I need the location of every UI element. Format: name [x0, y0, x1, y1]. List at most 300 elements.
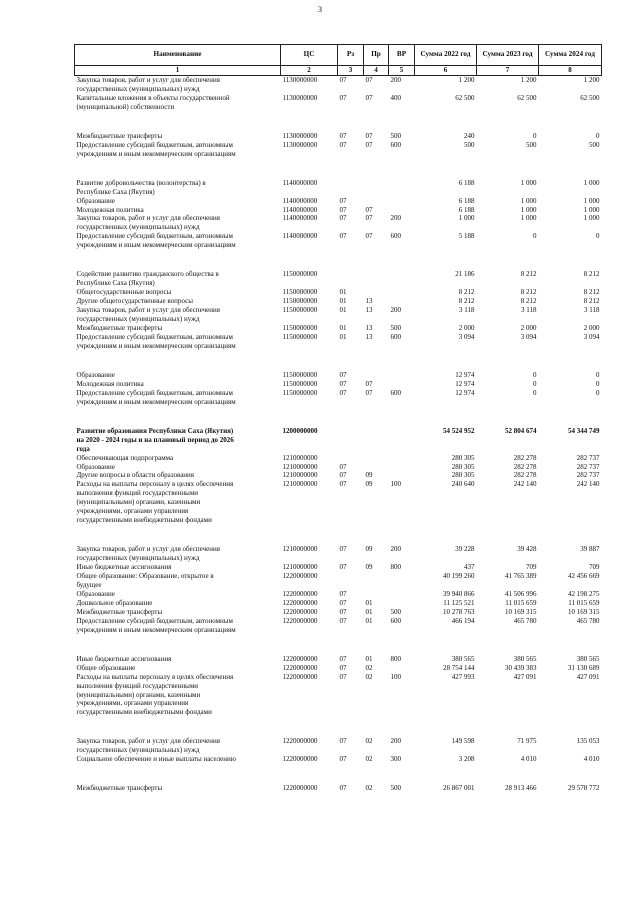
row-name: Образование — [76, 196, 115, 205]
row-target-code: 1210000000 — [282, 545, 318, 554]
row-sum-2023: 1 000 — [520, 205, 537, 214]
row-target-code: 1140000000 — [282, 178, 318, 187]
row-subsection-code: 07 — [365, 93, 373, 102]
row-target-code: 1140000000 — [282, 214, 318, 223]
table-row — [75, 599, 602, 608]
row-expense-type-code: 200 — [390, 214, 401, 223]
row-target-code: 1140000000 — [282, 232, 318, 241]
row-section-code: 07 — [339, 93, 347, 102]
row-target-code: 1210000000 — [282, 462, 318, 471]
row-sum-2024: 282 737 — [576, 462, 600, 471]
row-sum-2022: 280 305 — [451, 471, 475, 480]
row-subsection-code: 07 — [365, 140, 373, 149]
row-sum-2023: 1 000 — [520, 196, 537, 205]
table-row — [75, 664, 602, 673]
row-subsection-code — [364, 179, 389, 197]
row-sum-2023: 242 140 — [513, 480, 537, 489]
row-subsection-code — [364, 288, 389, 297]
column-header-sum-2023: Сумма 2023 год — [477, 45, 539, 66]
row-sum-2024: 1 000 — [583, 205, 600, 214]
row-sum-2023: 282 278 — [513, 471, 537, 480]
row-sum-2024: 29 578 772 — [568, 784, 600, 793]
row-expense-type-code: 200 — [390, 737, 401, 746]
page-number: 3 — [318, 5, 322, 14]
row-target-code: 1210000000 — [282, 471, 318, 480]
row-target-code: 1220000000 — [282, 598, 318, 607]
row-expense-type-code: 600 — [390, 140, 401, 149]
row-name: Обеспечивающая подпрограмма — [76, 453, 174, 462]
row-name: Предоставление субсидий бюджетным, автономным учреждениям и иным некоммерческим организациям — [76, 232, 236, 250]
row-subsection-code: 13 — [365, 297, 373, 306]
row-expense-type-code: 500 — [390, 324, 401, 333]
row-sum-2023: 380 565 — [513, 654, 537, 663]
row-target-code: 1150000000 — [282, 370, 318, 379]
row-section-code: 01 — [339, 332, 347, 341]
row-name: Закупка товаров, работ и услуг для обеспечения государственных (муниципальных) нужд — [76, 545, 220, 563]
table-row — [75, 480, 602, 545]
row-sum-2022: 3 094 — [458, 332, 475, 341]
row-name: Образование — [76, 370, 115, 379]
row-name: Закупка товаров, работ и услуг для обеспечения государственных (муниципальных) нужд — [76, 737, 220, 755]
row-subsection-code — [364, 463, 389, 472]
row-sum-2024: 42 198 275 — [568, 589, 600, 598]
row-target-code: 1140000000 — [282, 196, 318, 205]
row-sum-2022: 1 000 — [458, 214, 475, 223]
row-sum-2023: 41 506 996 — [505, 589, 537, 598]
row-sum-2024: 242 140 — [576, 480, 600, 489]
row-section-code: 07 — [339, 232, 347, 241]
row-subsection-code — [364, 427, 389, 454]
table-row — [75, 288, 602, 297]
row-sum-2023: 427 091 — [513, 672, 537, 681]
row-sum-2024: 4 010 — [583, 755, 600, 764]
table-row — [75, 427, 602, 454]
row-section-code: 07 — [339, 589, 347, 598]
column-number: 4 — [364, 66, 389, 76]
column-number: 7 — [477, 66, 539, 76]
table-row — [75, 755, 602, 784]
row-name: Предоставление субсидий бюджетным, автономным учреждениям и иным некоммерческим организациям — [76, 140, 236, 158]
row-subsection-code: 07 — [365, 214, 373, 223]
row-subsection-code: 01 — [365, 598, 373, 607]
row-target-code: 1150000000 — [282, 297, 318, 306]
table-row — [75, 471, 602, 480]
row-expense-type-code: 800 — [390, 563, 401, 572]
row-sum-2022: 6 188 — [458, 178, 475, 187]
row-sum-2024: 31 130 689 — [568, 663, 600, 672]
row-sum-2022: 39 228 — [455, 545, 475, 554]
row-name: Общее образование: Образование, открытое в будущее — [76, 572, 214, 589]
row-expense-type-code: 100 — [390, 672, 401, 681]
budget-table — [74, 44, 602, 793]
row-sum-2023: 10 169 315 — [505, 607, 537, 616]
row-name: Развитие образования Республики Саха (Якутия) на 2020 - 2024 годы и на плановый период до 2026 года — [76, 426, 234, 453]
row-target-code: 1150000000 — [282, 306, 318, 315]
row-expense-type-code: 200 — [390, 545, 401, 554]
row-expense-type-code — [389, 471, 415, 480]
row-name: Закупка товаров, работ и услуг для обеспечения государственных (муниципальных) нужд — [76, 214, 220, 232]
row-sum-2022: 28 754 144 — [443, 663, 475, 672]
row-sum-2022: 21 186 — [455, 270, 475, 279]
row-sum-2022: 500 — [464, 140, 475, 149]
row-sum-2023: 0 — [533, 131, 537, 140]
row-sum-2024: 8 212 — [583, 297, 600, 306]
row-sum-2024: 2 000 — [583, 324, 600, 333]
row-target-code: 1210000000 — [282, 480, 318, 489]
row-sum-2024: 1 000 — [583, 214, 600, 223]
row-expense-type-code: 600 — [390, 232, 401, 241]
row-sum-2022: 6 188 — [458, 196, 475, 205]
table-row — [75, 333, 602, 371]
row-target-code: 1220000000 — [282, 616, 318, 625]
row-sum-2022: 280 305 — [451, 453, 475, 462]
row-section-code — [338, 572, 364, 590]
row-target-code: 1150000000 — [282, 270, 318, 279]
row-sum-2022: 12 974 — [455, 370, 475, 379]
row-expense-type-code: 500 — [390, 607, 401, 616]
table-row — [75, 76, 602, 94]
row-sum-2023: 2 000 — [520, 324, 537, 333]
row-sum-2024: 500 — [589, 140, 600, 149]
column-header-sum-2022: Сумма 2022 год — [415, 45, 477, 66]
row-expense-type-code — [389, 179, 415, 197]
row-sum-2023: 4 010 — [520, 755, 537, 764]
row-sum-2023: 28 913 466 — [505, 784, 537, 793]
row-section-code: 07 — [339, 616, 347, 625]
row-subsection-code: 07 — [365, 76, 373, 84]
row-sum-2024: 0 — [596, 232, 600, 241]
row-target-code: 1220000000 — [282, 654, 318, 663]
row-section-code: 07 — [339, 76, 347, 84]
row-sum-2024: 0 — [596, 370, 600, 379]
table-row — [75, 572, 602, 590]
table-row — [75, 617, 602, 655]
column-header-pr: Пр — [364, 45, 389, 66]
row-section-code — [338, 270, 364, 288]
row-expense-type-code: 200 — [390, 306, 401, 315]
row-section-code: 07 — [339, 755, 347, 764]
table-row — [75, 297, 602, 306]
row-sum-2023: 709 — [526, 563, 537, 572]
row-section-code: 07 — [339, 672, 347, 681]
row-expense-type-code — [389, 454, 415, 463]
row-expense-type-code: 500 — [390, 131, 401, 140]
column-number: 2 — [281, 66, 338, 76]
row-target-code: 1130000000 — [282, 131, 318, 140]
table-row — [75, 380, 602, 389]
table-row — [75, 232, 602, 270]
row-name: Межбюджетные трансферты — [76, 131, 163, 140]
row-section-code: 01 — [339, 288, 347, 297]
row-sum-2022: 26 867 001 — [443, 784, 475, 793]
table-row — [75, 141, 602, 179]
row-target-code: 1220000000 — [282, 572, 318, 581]
row-sum-2023: 1 000 — [520, 178, 537, 187]
row-section-code: 07 — [339, 663, 347, 672]
row-sum-2024: 135 053 — [576, 737, 600, 746]
column-number: 3 — [338, 66, 364, 76]
row-section-code: 07 — [339, 784, 347, 793]
row-sum-2023: 11 015 659 — [505, 598, 537, 607]
row-sum-2022: 1 200 — [458, 76, 475, 84]
row-name: Дошкольное образование — [76, 598, 153, 607]
table-row — [75, 206, 602, 215]
row-sum-2023: 0 — [533, 388, 537, 397]
row-sum-2022: 62 500 — [455, 93, 475, 102]
row-expense-type-code: 300 — [390, 755, 401, 764]
row-expense-type-code: 800 — [390, 654, 401, 663]
row-target-code: 1150000000 — [282, 379, 318, 388]
row-sum-2024: 3 094 — [583, 332, 600, 341]
row-section-code: 07 — [339, 379, 347, 388]
row-sum-2024: 465 780 — [576, 616, 600, 625]
row-sum-2022: 12 974 — [455, 388, 475, 397]
row-sum-2022: 8 212 — [458, 297, 475, 306]
column-header-sum-2024: Сумма 2024 год — [539, 45, 602, 66]
row-target-code: 1220000000 — [282, 737, 318, 746]
table-row — [75, 545, 602, 563]
row-sum-2022: 11 125 521 — [443, 598, 475, 607]
row-sum-2023: 500 — [526, 140, 537, 149]
row-subsection-code — [364, 270, 389, 288]
column-number: 1 — [75, 66, 281, 76]
row-sum-2022: 39 940 866 — [443, 589, 475, 598]
table-row — [75, 179, 602, 197]
row-sum-2024: 8 212 — [583, 288, 600, 297]
row-expense-type-code — [389, 599, 415, 608]
table-row — [75, 563, 602, 572]
row-section-code: 01 — [339, 306, 347, 315]
row-expense-type-code — [389, 427, 415, 454]
row-sum-2024: 10 169 315 — [568, 607, 600, 616]
row-sum-2023: 71 975 — [517, 737, 537, 746]
row-sum-2023: 8 212 — [520, 297, 537, 306]
row-name: Общее образование — [76, 663, 136, 672]
row-subsection-code: 02 — [365, 755, 373, 764]
row-subsection-code — [364, 197, 389, 206]
row-subsection-code — [364, 371, 389, 380]
row-sum-2023: 1 200 — [520, 76, 537, 84]
row-section-code: 07 — [339, 196, 347, 205]
row-target-code: 1150000000 — [282, 324, 318, 333]
row-subsection-code: 07 — [365, 388, 373, 397]
row-sum-2022: 240 640 — [451, 480, 475, 489]
table-row — [75, 94, 602, 132]
row-sum-2023: 0 — [533, 232, 537, 241]
row-expense-type-code: 600 — [390, 388, 401, 397]
row-name: Социальное обеспечение и иные выплаты населению — [76, 755, 236, 764]
row-sum-2024: 62 500 — [580, 93, 600, 102]
table-row — [75, 197, 602, 206]
row-sum-2023: 0 — [533, 370, 537, 379]
row-name: Молодежная политика — [76, 205, 144, 214]
table-row — [75, 784, 602, 793]
row-name: Образование — [76, 589, 115, 598]
row-section-code — [338, 179, 364, 197]
row-subsection-code — [364, 572, 389, 590]
row-sum-2022: 2 000 — [458, 324, 475, 333]
row-name: Межбюджетные трансферты — [76, 324, 163, 333]
row-name: Расходы на выплаты персоналу в целях обеспечения выполнения функций государственными (муниципальными) органами, казенными учреждениями, органами управления государственными внебюджетными фондами — [76, 672, 234, 717]
table-row — [75, 590, 602, 599]
row-sum-2023: 1 000 — [520, 214, 537, 223]
row-expense-type-code — [389, 270, 415, 288]
row-sum-2024: 282 737 — [576, 453, 600, 462]
row-name: Содействие развитию гражданского общества в Республике Саха (Якутия) — [76, 270, 219, 288]
row-section-code: 07 — [339, 563, 347, 572]
row-target-code: 1150000000 — [282, 388, 318, 397]
table-row — [75, 306, 602, 324]
row-sum-2023: 52 804 674 — [505, 426, 537, 435]
row-subsection-code: 07 — [365, 379, 373, 388]
row-section-code: 01 — [339, 324, 347, 333]
row-name: Межбюджетные трансферты — [76, 607, 163, 616]
row-target-code: 1130000000 — [282, 140, 318, 149]
row-sum-2023: 8 212 — [520, 288, 537, 297]
table-row — [75, 132, 602, 141]
row-sum-2024: 427 091 — [576, 672, 600, 681]
row-sum-2024: 39 887 — [580, 545, 600, 554]
row-subsection-code: 09 — [365, 545, 373, 554]
row-sum-2022: 427 993 — [451, 672, 475, 681]
row-sum-2022: 3 118 — [459, 306, 475, 315]
row-subsection-code: 09 — [365, 480, 373, 489]
row-name: Закупка товаров, работ и услуг для обеспечения государственных (муниципальных) нужд — [76, 76, 220, 93]
row-subsection-code: 09 — [365, 471, 373, 480]
row-sum-2022: 10 278 763 — [443, 607, 475, 616]
row-name: Капитальные вложения в объекты государственной (муниципальной) собственности — [76, 93, 230, 111]
column-number: 6 — [415, 66, 477, 76]
row-section-code: 07 — [339, 370, 347, 379]
row-target-code: 1150000000 — [282, 288, 318, 297]
row-name: Другие вопросы в области образования — [76, 471, 195, 480]
table-row — [75, 324, 602, 333]
row-section-code: 07 — [339, 214, 347, 223]
row-sum-2022: 54 524 952 — [443, 426, 475, 435]
row-sum-2022: 6 188 — [458, 205, 475, 214]
row-expense-type-code — [389, 288, 415, 297]
table-row — [75, 608, 602, 617]
row-expense-type-code — [389, 463, 415, 472]
row-section-code: 07 — [339, 654, 347, 663]
row-name: Другие общегосударственные вопросы — [76, 297, 193, 306]
row-sum-2022: 240 — [464, 131, 475, 140]
row-name: Молодежная политика — [76, 379, 144, 388]
row-sum-2024: 1 200 — [583, 76, 600, 84]
row-sum-2024: 54 344 749 — [568, 426, 600, 435]
table-row — [75, 673, 602, 738]
budget-table-body — [75, 76, 602, 794]
row-subsection-code: 02 — [365, 784, 373, 793]
row-name: Развитие добровольчества (волонтерства) в Республике Саха (Якутия) — [76, 178, 206, 196]
row-sum-2023: 0 — [533, 379, 537, 388]
column-header-vr: ВР — [389, 45, 415, 66]
row-expense-type-code — [389, 590, 415, 599]
row-sum-2024: 709 — [589, 563, 600, 572]
row-name: Межбюджетные трансферты — [76, 784, 163, 793]
row-sum-2023: 465 780 — [513, 616, 537, 625]
table-row — [75, 214, 602, 232]
table-row — [75, 463, 602, 472]
row-subsection-code: 13 — [365, 332, 373, 341]
row-sum-2022: 3 208 — [458, 755, 475, 764]
row-subsection-code: 07 — [365, 205, 373, 214]
row-subsection-code — [364, 590, 389, 599]
row-target-code: 1220000000 — [282, 607, 318, 616]
row-expense-type-code — [389, 197, 415, 206]
table-row — [75, 371, 602, 380]
column-number: 5 — [389, 66, 415, 76]
row-sum-2023: 39 428 — [517, 545, 537, 554]
row-sum-2022: 466 194 — [451, 616, 475, 625]
row-expense-type-code: 500 — [390, 784, 401, 793]
row-sum-2023: 62 500 — [517, 93, 537, 102]
row-target-code: 1210000000 — [282, 453, 318, 462]
row-subsection-code: 02 — [365, 737, 373, 746]
column-header-cs: ЦС — [281, 45, 338, 66]
row-section-code: 07 — [339, 480, 347, 489]
row-expense-type-code — [389, 297, 415, 306]
row-section-code: 07 — [339, 388, 347, 397]
row-section-code: 07 — [339, 598, 347, 607]
row-target-code: 1220000000 — [282, 663, 318, 672]
row-sum-2022: 380 565 — [451, 654, 475, 663]
row-expense-type-code: 600 — [390, 332, 401, 341]
row-expense-type-code — [389, 380, 415, 389]
row-sum-2024: 282 737 — [576, 471, 600, 480]
table-row — [75, 655, 602, 664]
row-expense-type-code — [389, 371, 415, 380]
row-name: Расходы на выплаты персоналу в целях обеспечения выполнения функций государственными (муниципальными) органами, казенными учреждениями, органами управления государственными внебюджетными фондами — [76, 480, 234, 525]
table-row — [75, 737, 602, 755]
row-sum-2023: 8 212 — [520, 270, 537, 279]
column-header-rz: Рз — [338, 45, 364, 66]
row-sum-2024: 0 — [596, 388, 600, 397]
row-expense-type-code: 400 — [390, 93, 401, 102]
row-sum-2024: 1 000 — [583, 178, 600, 187]
row-target-code: 1220000000 — [282, 784, 318, 793]
row-target-code: 1200000000 — [282, 426, 318, 435]
row-name: Общегосударственные вопросы — [76, 288, 172, 297]
row-section-code: 07 — [339, 607, 347, 616]
row-sum-2023: 3 094 — [520, 332, 537, 341]
row-name: Предоставление субсидий бюджетным, автономным учреждениям и иным некоммерческим организациям — [76, 332, 236, 350]
row-expense-type-code: 600 — [390, 616, 401, 625]
row-section-code — [338, 427, 364, 454]
row-sum-2024: 0 — [596, 379, 600, 388]
row-target-code: 1140000000 — [282, 205, 318, 214]
row-subsection-code: 09 — [365, 563, 373, 572]
row-name: Предоставление субсидий бюджетным, автономным учреждениям и иным некоммерческим организациям — [76, 616, 236, 634]
row-target-code: 1150000000 — [282, 332, 318, 341]
row-sum-2022: 8 212 — [458, 288, 475, 297]
column-number-row — [75, 66, 602, 76]
header-row — [75, 45, 602, 66]
row-sum-2022: 40 199 260 — [443, 572, 475, 581]
row-sum-2024: 8 212 — [583, 270, 600, 279]
row-sum-2024: 3 118 — [584, 306, 600, 315]
column-header-name: Наименование — [75, 45, 281, 66]
row-subsection-code: 01 — [365, 654, 373, 663]
row-expense-type-code — [389, 572, 415, 590]
row-section-code: 07 — [339, 471, 347, 480]
row-sum-2023: 282 278 — [513, 453, 537, 462]
row-target-code: 1220000000 — [282, 755, 318, 764]
row-name: Иные бюджетные ассигнования — [76, 654, 172, 663]
row-subsection-code: 02 — [365, 663, 373, 672]
row-section-code: 01 — [339, 297, 347, 306]
row-name: Предоставление субсидий бюджетным, автономным учреждениям и иным некоммерческим организациям — [76, 388, 236, 406]
